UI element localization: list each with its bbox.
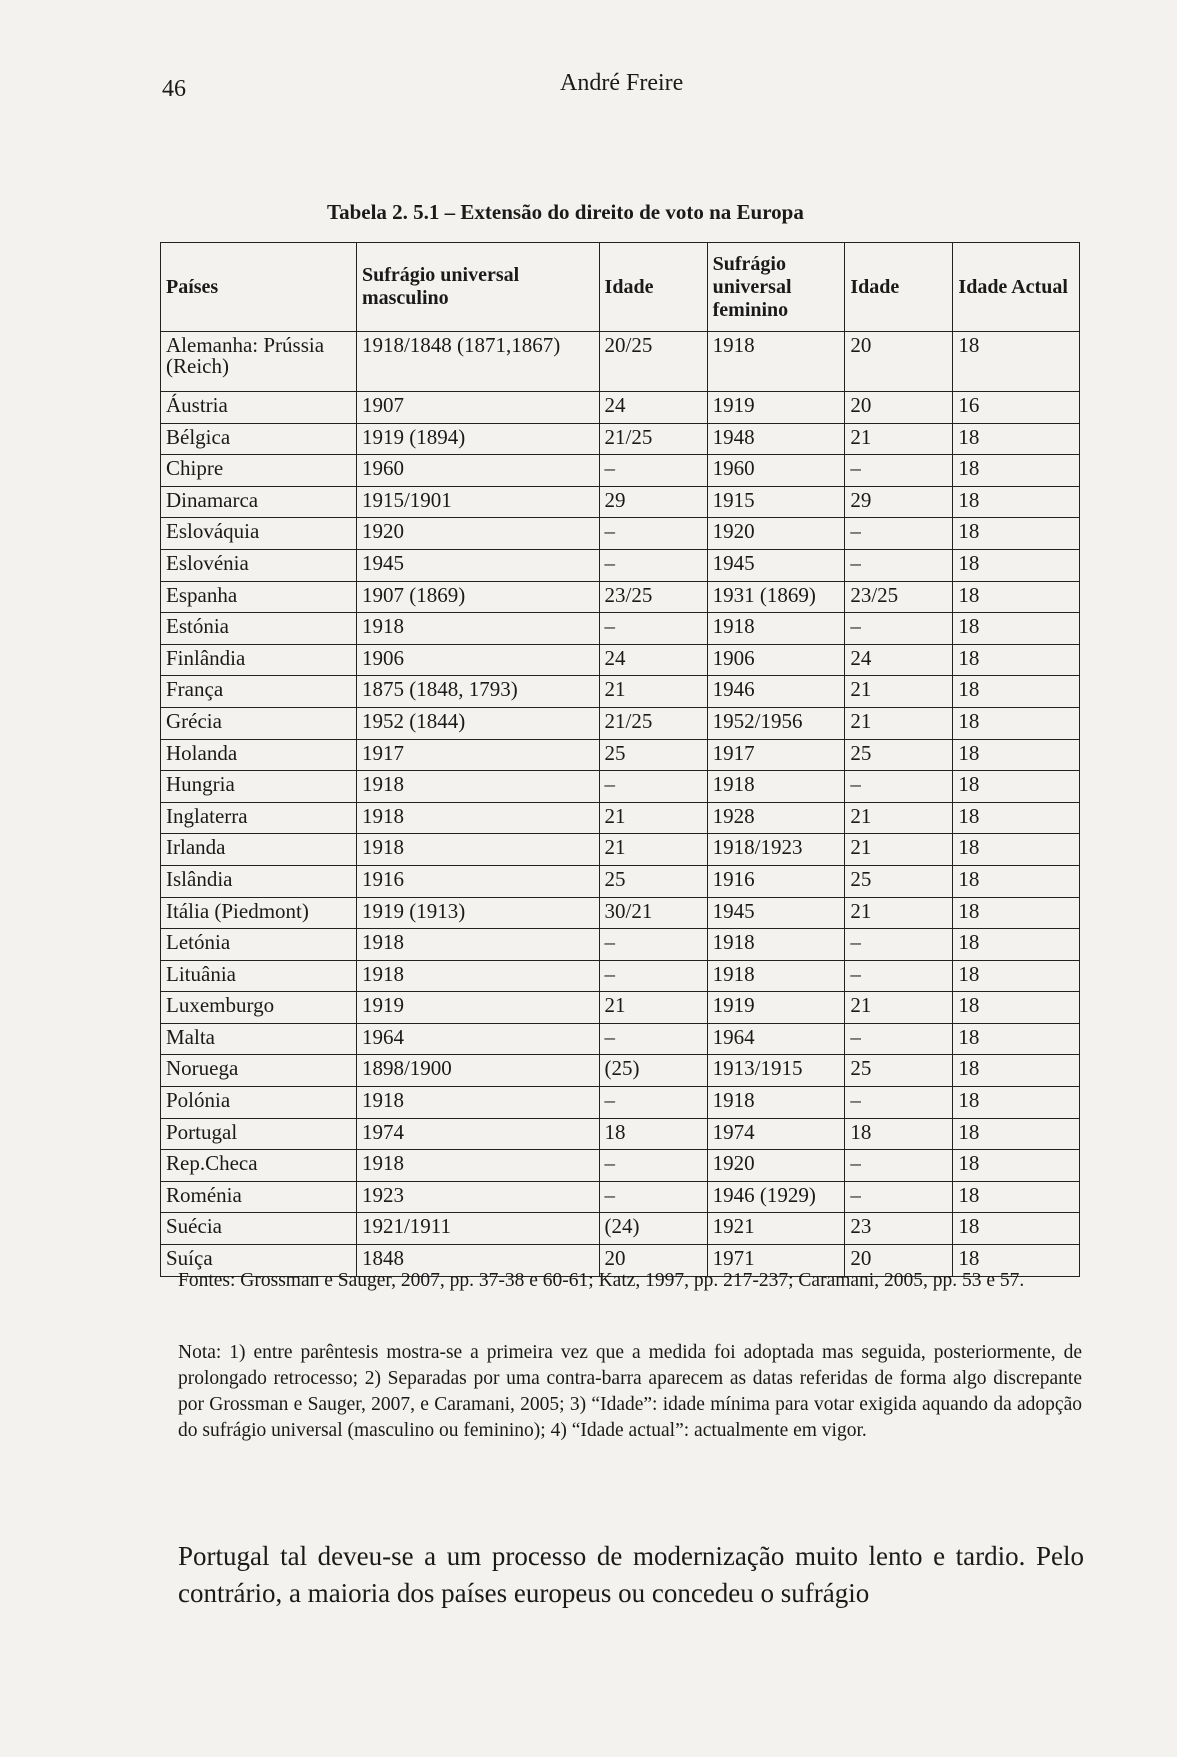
table-cell: Grécia [161,707,357,739]
table-cell: – [845,771,953,803]
table-cell: 1931 (1869) [707,581,845,613]
table-cell: 1971 [707,1245,845,1277]
table-cell: 1948 [707,423,845,455]
table-cell: 1918 [707,929,845,961]
table-cell: 1960 [356,455,599,487]
table-cell: 1917 [356,739,599,771]
table-cell: Dinamarca [161,486,357,518]
table-cell: 21 [599,834,707,866]
table-row [161,613,1080,645]
table-cell: 18 [953,581,1080,613]
table-cell: 30/21 [599,897,707,929]
table-cell: 1920 [707,1150,845,1182]
table-cell: 18 [953,802,1080,834]
table-cell: 1945 [707,897,845,929]
table-cell: 1918 [356,1087,599,1119]
table-cell: 1915 [707,486,845,518]
table-cell: 18 [953,1118,1080,1150]
table-cell: 18 [953,739,1080,771]
table-cell: França [161,676,357,708]
table-cell: 18 [953,929,1080,961]
table-cell: 21 [845,423,953,455]
table-cell: 18 [953,613,1080,645]
table-header-row [161,243,1080,332]
table-cell: 18 [953,865,1080,897]
table-note: Nota: 1) entre parêntesis mostra-se a primeira vez que a medida foi adoptada mas seguida, posteriormente, de prolongado retrocesso; 2) Separadas por uma contra-barra aparecem as datas referidas de forma algo discrepante por Grossman e Sauger, 2007, e Caramani, 2005; 3) “Idade”: idade mínima para votar exigida aquando da adopção do sufrágio universal (masculino ou feminino); 4) “Idade actual”: actualmente em vigor. [178,1342,1082,1441]
table-cell: 1928 [707,802,845,834]
table-cell: 1919 [707,992,845,1024]
table-cell: – [599,929,707,961]
table-cell: 29 [845,486,953,518]
table-row [161,486,1080,518]
table-cell: 20 [845,1245,953,1277]
table-cell: 1906 [356,644,599,676]
table-cell: – [845,960,953,992]
table-row [161,392,1080,424]
table-cell: Espanha [161,581,357,613]
table-cell: Noruega [161,1055,357,1087]
table-cell: 24 [845,644,953,676]
table-cell: 1916 [356,865,599,897]
table-cell: 21 [599,676,707,708]
table-cell: (25) [599,1055,707,1087]
table-cell: 1918 [356,1150,599,1182]
table-row [161,1118,1080,1150]
table-cell: Holanda [161,739,357,771]
table-cell: – [599,549,707,581]
suffrage-table [160,242,1080,1277]
table-cell: Finlândia [161,644,357,676]
table-row [161,332,1080,392]
table-cell: – [599,771,707,803]
table-cell: 1920 [356,518,599,550]
table-cell: 21 [845,897,953,929]
table-cell: 18 [953,834,1080,866]
table-cell: Suíça [161,1245,357,1277]
table-row [161,771,1080,803]
table-row [161,581,1080,613]
header-cell: Sufrágio universal masculino [356,243,599,332]
table-cell: 1918 [356,613,599,645]
table-cell: 21 [599,802,707,834]
table-cell: 1918 [356,834,599,866]
table-cell: 21 [845,676,953,708]
table-cell: 1964 [356,1023,599,1055]
table-cell: 1875 (1848, 1793) [356,676,599,708]
table-cell: Portugal [161,1118,357,1150]
table-cell: 16 [953,392,1080,424]
table-cell: 18 [953,676,1080,708]
table-cell: – [599,455,707,487]
table-cell: 1974 [707,1118,845,1150]
table-cell: 1945 [356,549,599,581]
table-sources: Fontes: Grossman e Sauger, 2007, pp. 37-38 e 60-61; Katz, 1997, pp. 217-237; Caramani, 2005, pp. 53 e 57. [178,1270,1025,1291]
table-row [161,676,1080,708]
table-cell: Irlanda [161,834,357,866]
table-cell: 1918/1848 (1871,1867) [356,332,599,392]
table-cell: 1918 [356,802,599,834]
table-cell: 18 [845,1118,953,1150]
table-cell: 1918 [707,960,845,992]
table-cell: (24) [599,1213,707,1245]
table-cell: 23/25 [599,581,707,613]
header-cell: Países [161,243,357,332]
table-cell: 1918 [707,1087,845,1119]
table-cell: Áustria [161,392,357,424]
table-cell: 21 [845,992,953,1024]
table-cell: 24 [599,644,707,676]
table-cell: 23 [845,1213,953,1245]
table-cell: 1952 (1844) [356,707,599,739]
table-cell: 1918 [356,960,599,992]
table-cell: Islândia [161,865,357,897]
table-cell: 1918 [707,771,845,803]
table-cell: 1945 [707,549,845,581]
table-row [161,1181,1080,1213]
table-row [161,549,1080,581]
table-cell: Hungria [161,771,357,803]
table-cell: 18 [953,549,1080,581]
table-cell: – [845,929,953,961]
table-cell: 1921/1911 [356,1213,599,1245]
table-row [161,1023,1080,1055]
table-cell: – [845,518,953,550]
table-cell: – [845,1181,953,1213]
table-row [161,802,1080,834]
table-cell: 1920 [707,518,845,550]
table-row [161,644,1080,676]
table-cell: 21 [845,834,953,866]
table-cell: 21/25 [599,423,707,455]
table-cell: Eslováquia [161,518,357,550]
table-cell: 18 [953,1055,1080,1087]
table-cell: 18 [953,992,1080,1024]
table-cell: Estónia [161,613,357,645]
table-cell: 25 [845,1055,953,1087]
table-cell: – [599,960,707,992]
table-cell: 1946 [707,676,845,708]
table-row [161,1087,1080,1119]
table-cell: Inglaterra [161,802,357,834]
header-cell: Idade Actual [953,243,1080,332]
table-cell: 20 [845,332,953,392]
table-cell: Suécia [161,1213,357,1245]
table-cell: 18 [953,518,1080,550]
table-cell: 1921 [707,1213,845,1245]
table-row [161,1055,1080,1087]
table-cell: 21 [845,802,953,834]
table-cell: Polónia [161,1087,357,1119]
table-cell: 25 [599,739,707,771]
table-cell: – [599,518,707,550]
table-row [161,1213,1080,1245]
table-row [161,707,1080,739]
table-cell: 1913/1915 [707,1055,845,1087]
table-cell: 18 [953,332,1080,392]
table-cell: – [845,613,953,645]
table-cell: 25 [599,865,707,897]
table-cell: – [845,1023,953,1055]
table-cell: Letónia [161,929,357,961]
table-cell: – [845,549,953,581]
table-cell: 25 [845,865,953,897]
table-cell: Itália (Piedmont) [161,897,357,929]
table-cell: 1960 [707,455,845,487]
table-cell: 1919 (1913) [356,897,599,929]
table-cell: Eslovénia [161,549,357,581]
table-cell: 1974 [356,1118,599,1150]
header-cell: Idade [599,243,707,332]
table-cell: 1917 [707,739,845,771]
table-cell: 1918/1923 [707,834,845,866]
table-cell: – [845,1087,953,1119]
table-cell: 1918 [356,771,599,803]
table-cell: 21 [599,992,707,1024]
table-cell: 25 [845,739,953,771]
table-cell: 24 [599,392,707,424]
table-cell: 18 [953,1181,1080,1213]
table-cell: 20 [599,1245,707,1277]
table-title: Tabela 2. 5.1 – Extensão do direito de voto na Europa [327,200,804,224]
table-cell: 18 [953,1245,1080,1277]
table-cell: 18 [953,771,1080,803]
table-cell: 23/25 [845,581,953,613]
table-cell: 1919 [356,992,599,1024]
table-cell: 18 [953,1023,1080,1055]
table-row [161,897,1080,929]
table-cell: Chipre [161,455,357,487]
table-cell: Luxemburgo [161,992,357,1024]
header-cell: Idade [845,243,953,332]
table-cell: Malta [161,1023,357,1055]
table-cell: 18 [953,644,1080,676]
table-row [161,518,1080,550]
table-row [161,739,1080,771]
table-cell: 18 [599,1118,707,1150]
table-cell: 18 [953,486,1080,518]
table-cell: 18 [953,707,1080,739]
table-cell: 1946 (1929) [707,1181,845,1213]
table-cell: Rep.Checa [161,1150,357,1182]
table-row [161,865,1080,897]
table-cell: Alemanha: Prússia (Reich) [161,332,357,392]
table-cell: – [599,1023,707,1055]
table-cell: 18 [953,960,1080,992]
table-row [161,1150,1080,1182]
header-cell: Sufrágio universal feminino [707,243,845,332]
table-row [161,423,1080,455]
table-cell: 29 [599,486,707,518]
table-cell: Bélgica [161,423,357,455]
table-cell: 1907 (1869) [356,581,599,613]
table-cell: – [599,1150,707,1182]
table-cell: 18 [953,455,1080,487]
table-cell: 21/25 [599,707,707,739]
page-number: 46 [162,76,186,102]
table-cell: 1907 [356,392,599,424]
table-cell: 1898/1900 [356,1055,599,1087]
body-paragraph: Portugal tal deveu-se a um processo de modernização muito lento e tardio. Pelo contrário, a maioria dos países europeus ou concedeu o sufrágio [178,1541,1084,1608]
table-row [161,960,1080,992]
table-cell: – [599,1087,707,1119]
table-cell: 1919 [707,392,845,424]
table-cell: – [845,455,953,487]
running-head: André Freire [560,70,684,96]
table-cell: – [599,613,707,645]
table-cell: 1918 [707,332,845,392]
table-row [161,455,1080,487]
table-cell: 1916 [707,865,845,897]
table-cell: 20/25 [599,332,707,392]
table-row [161,834,1080,866]
table-cell: 18 [953,1213,1080,1245]
table-cell: 1918 [707,613,845,645]
table-row [161,929,1080,961]
table-cell: 1919 (1894) [356,423,599,455]
table-cell: 1918 [356,929,599,961]
table-cell: – [599,1181,707,1213]
table-cell: 18 [953,423,1080,455]
table-cell: 1952/1956 [707,707,845,739]
table-cell: Lituânia [161,960,357,992]
table-cell: 21 [845,707,953,739]
table-cell: 1915/1901 [356,486,599,518]
table-cell: 18 [953,897,1080,929]
table-body [161,332,1080,1277]
table-cell: 18 [953,1087,1080,1119]
table-cell: Roménia [161,1181,357,1213]
table-cell: 1848 [356,1245,599,1277]
table-cell: – [845,1150,953,1182]
table-cell: 1906 [707,644,845,676]
table-cell: 1964 [707,1023,845,1055]
table-cell: 20 [845,392,953,424]
table-cell: 18 [953,1150,1080,1182]
table-cell: 1923 [356,1181,599,1213]
table-row [161,992,1080,1024]
